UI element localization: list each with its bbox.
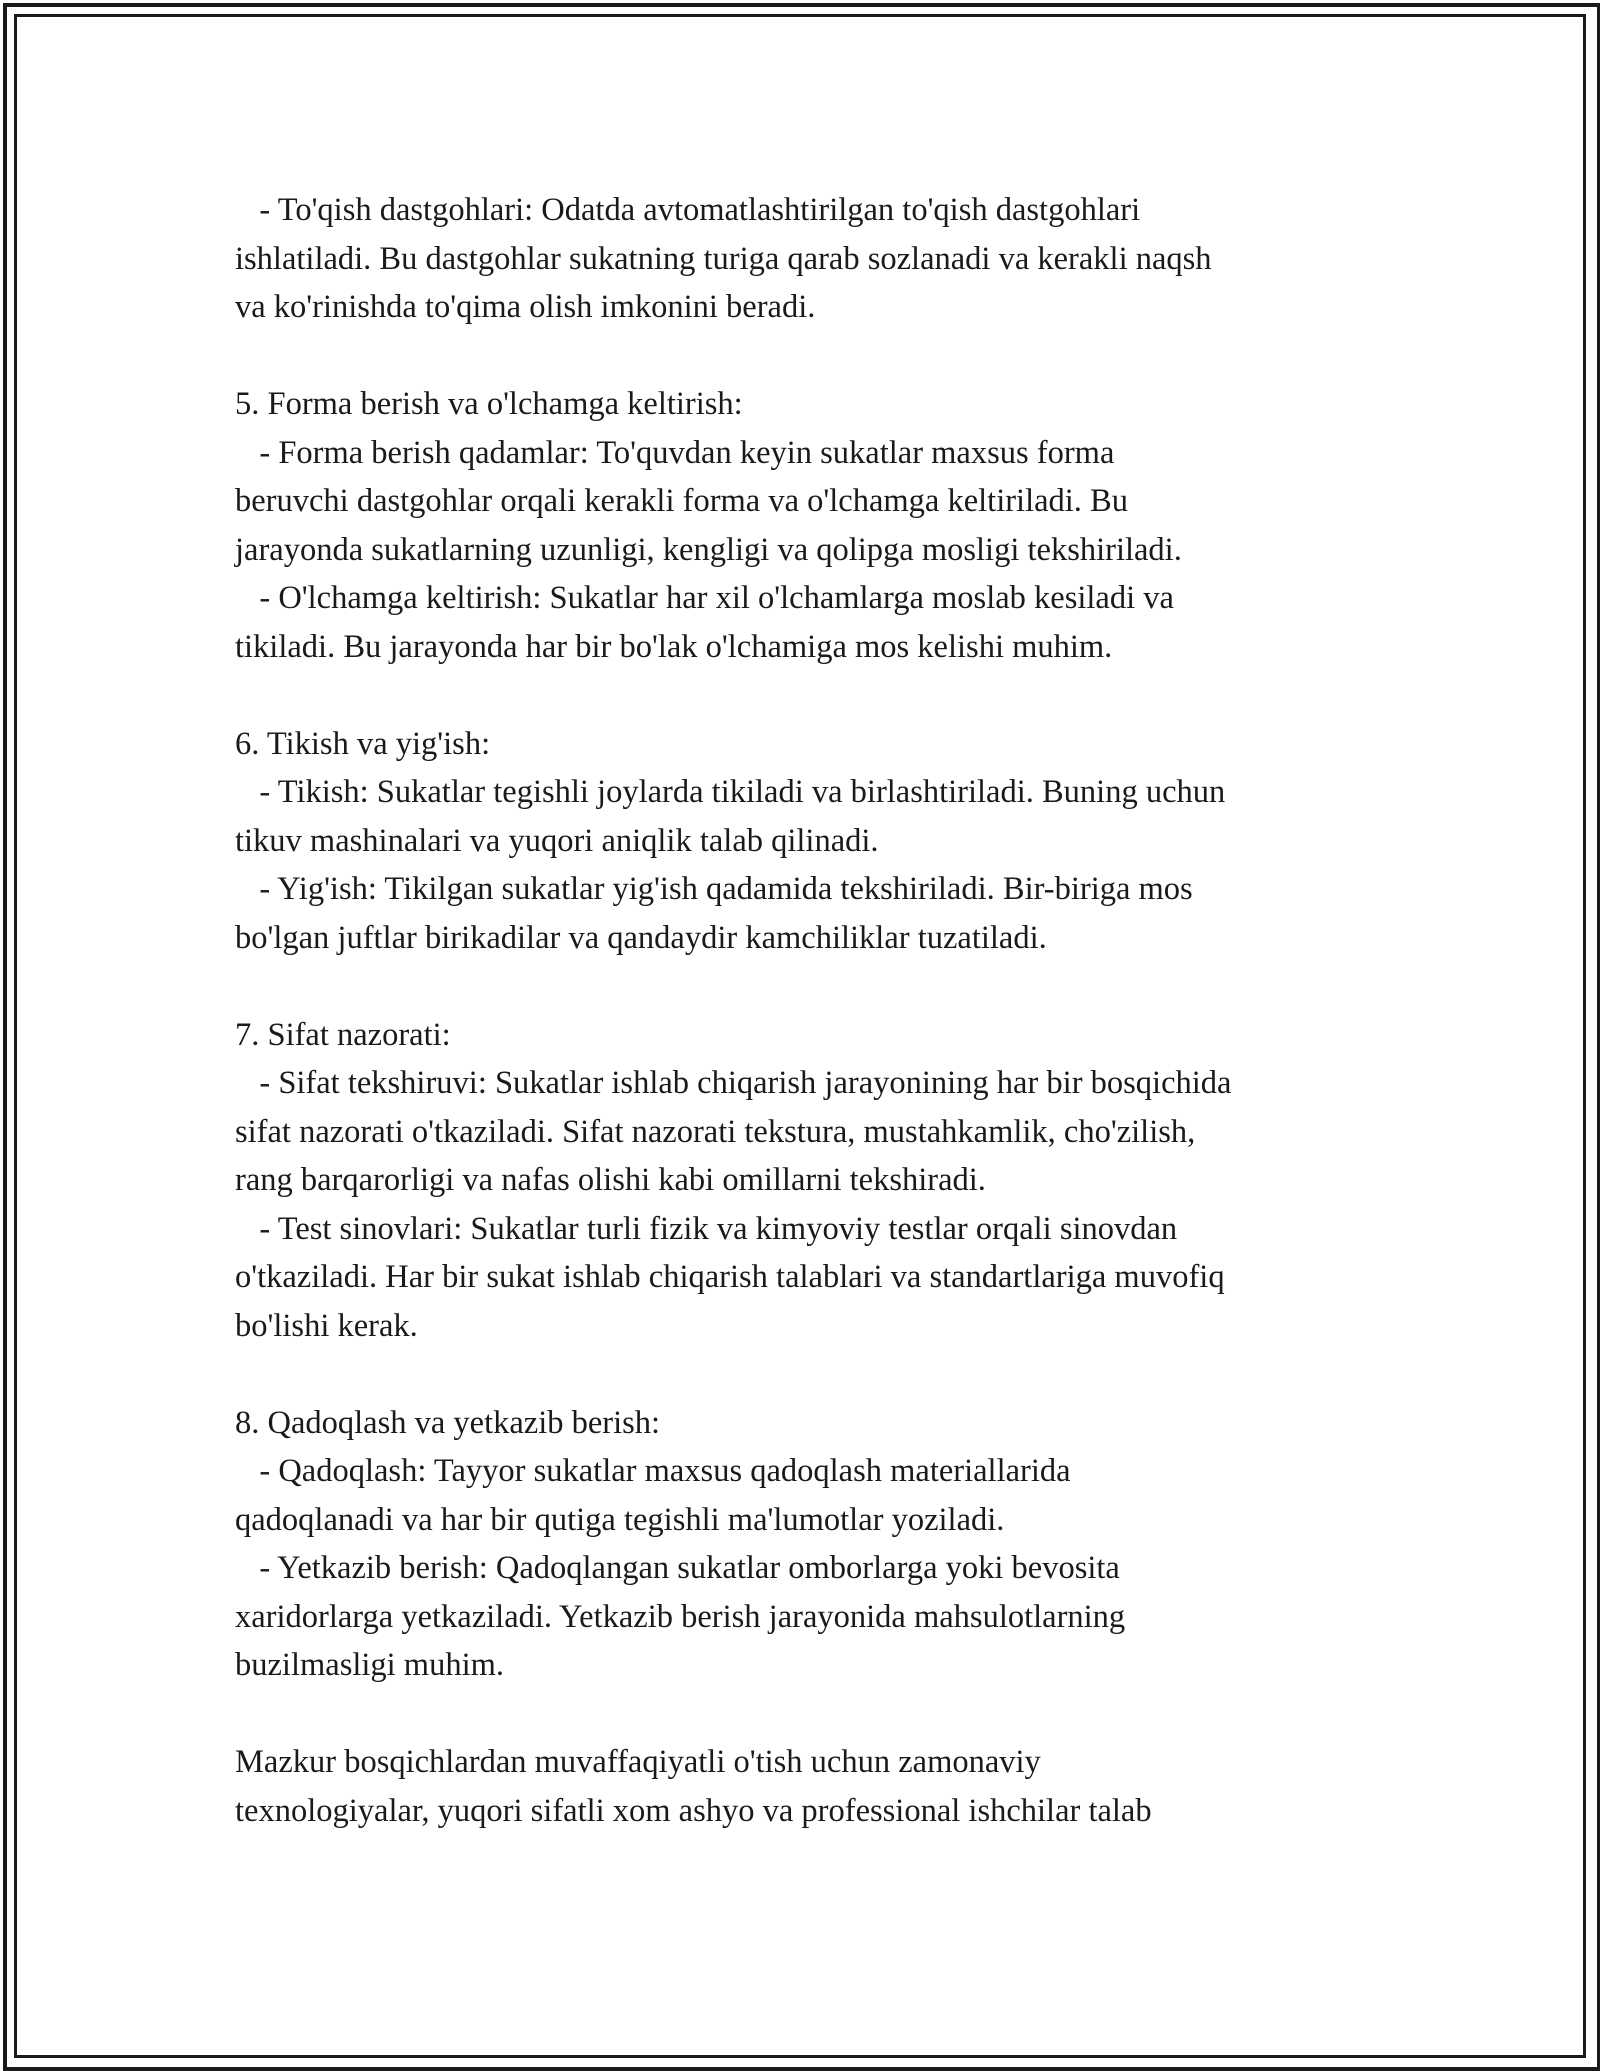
- paragraph-spacer: [235, 1350, 1375, 1399]
- paragraph: [235, 1738, 1375, 1835]
- text-line: tikiladi. Bu jarayonda har bir bo'lak o'lchamiga mos kelishi muhim.: [235, 628, 1113, 665]
- text-line: Mazkur bosqichlardan muvaffaqiyatli o'tish uchun zamonaviy: [235, 1744, 1041, 1780]
- text-line: - To'qish dastgohlari: Odatda avtomatlashtirilgan to'qish dastgohlari: [235, 192, 1141, 228]
- text-line: 8. Qadoqlash va yetkazib berish:: [235, 1404, 661, 1441]
- text-line: buzilmasligi muhim.: [235, 1647, 505, 1683]
- text-line: jarayonda sukatlarning uzunligi, kengligi va qolipga mosligi tekshiriladi.: [235, 531, 1182, 568]
- paragraph: [235, 186, 1375, 332]
- text-line: sifat nazorati o'tkaziladi. Sifat nazorati tekstura, mustahkamlik, cho'zilish,: [235, 1113, 1196, 1150]
- text-line: bo'lgan juftlar birikadilar va qandaydir kamchiliklar tuzatiladi.: [235, 919, 1047, 956]
- paragraph: [235, 720, 1375, 963]
- text-line: o'tkaziladi. Har bir sukat ishlab chiqarish talablari va standartlariga muvofiq: [235, 1259, 1225, 1295]
- text-line: texnologiyalar, yuqori sifatli xom ashyo va professional ishchilar talab: [235, 1792, 1152, 1829]
- paragraph-spacer: [235, 671, 1375, 720]
- document-body: [235, 186, 1375, 1835]
- paragraph-spacer: [235, 1690, 1375, 1739]
- text-line: tikuv mashinalari va yuqori aniqlik talab qilinadi.: [235, 822, 879, 859]
- text-line: 7. Sifat nazorati:: [235, 1016, 451, 1053]
- text-line: bo'lishi kerak.: [235, 1307, 418, 1344]
- paragraph: [235, 1011, 1375, 1351]
- text-line: - Sifat tekshiruvi: Sukatlar ishlab chiqarish jarayonining har bir bosqichida: [235, 1065, 1232, 1101]
- text-line: - Tikish: Sukatlar tegishli joylarda tikiladi va birlashtiriladi. Buning uchun: [235, 774, 1226, 810]
- paragraph: [235, 380, 1375, 671]
- text-line: 6. Tikish va yig'ish:: [235, 725, 491, 762]
- text-line: - Qadoqlash: Tayyor sukatlar maxsus qadoqlash materiallarida: [235, 1453, 1071, 1489]
- text-line: rang barqarorligi va nafas olishi kabi omillarni tekshiradi.: [235, 1162, 986, 1198]
- text-line: - Forma berish qadamlar: To'quvdan keyin sukatlar maxsus forma: [235, 434, 1115, 471]
- text-line: 5. Forma berish va o'lchamga keltirish:: [235, 386, 743, 422]
- paragraph-spacer: [235, 962, 1375, 1011]
- paragraph: [235, 1399, 1375, 1690]
- paragraph-spacer: [235, 332, 1375, 381]
- text-line: ishlatiladi. Bu dastgohlar sukatning turiga qarab sozlanadi va kerakli naqsh: [235, 240, 1212, 277]
- text-line: - Yig'ish: Tikilgan sukatlar yig'ish qadamida tekshiriladi. Bir-biriga mos: [235, 871, 1193, 907]
- text-line: xaridorlarga yetkaziladi. Yetkazib berish jarayonida mahsulotlarning: [235, 1598, 1126, 1635]
- text-line: qadoqlanadi va har bir qutiga tegishli ma'lumotlar yoziladi.: [235, 1501, 1005, 1538]
- text-line: va ko'rinishda to'qima olish imkonini beradi.: [235, 289, 816, 325]
- text-line: - Yetkazib berish: Qadoqlangan sukatlar omborlarga yoki bevosita: [235, 1550, 1120, 1586]
- text-line: - O'lchamga keltirish: Sukatlar har xil o'lchamlarga moslab kesiladi va: [235, 580, 1174, 616]
- text-line: - Test sinovlari: Sukatlar turli fizik va kimyoviy testlar orqali sinovdan: [235, 1210, 1178, 1247]
- text-line: beruvchi dastgohlar orqali kerakli forma va o'lchamga keltiriladi. Bu: [235, 483, 1128, 519]
